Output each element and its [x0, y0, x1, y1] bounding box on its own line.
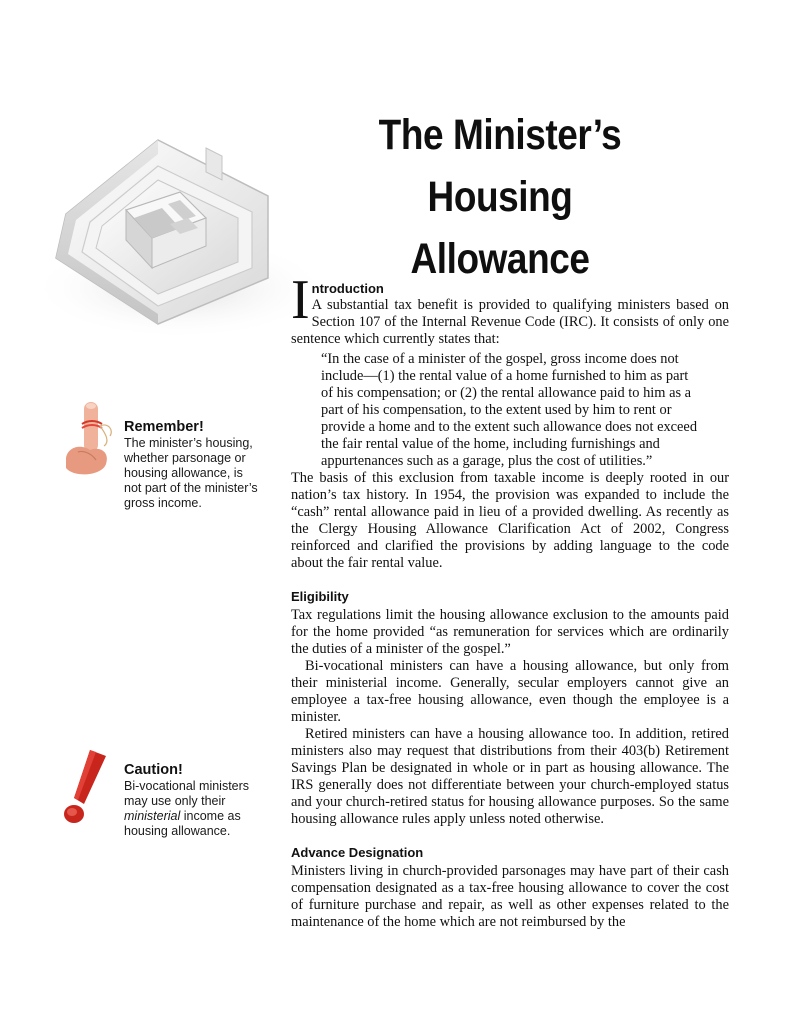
caution-line — [124, 809, 284, 824]
introduction-paragraph: A substantial tax benefit is provided to qualifying ministers based on Section 107 of the Internal Revenue Code (IRC). It consists of only one sentence which currently states that: — [291, 297, 729, 347]
introduction-heading: ntroduction — [311, 281, 384, 296]
page-title — [345, 104, 655, 290]
main-body — [291, 269, 729, 931]
remember-line: not part of the minister’s — [124, 481, 258, 495]
remember-heading: Remember! — [124, 419, 204, 435]
house-icon — [30, 118, 330, 343]
caution-line: Bi-vocational ministers — [124, 779, 250, 793]
eligibility-paragraph: Retired ministers can have a housing allowance too. In addition, retired ministers also may request that distributions from their 403(b) Retirement Savings Plan be designated in whole or in part as housing allowance. The IRS generally does not differentiate between your church-employed status and your church-retired status for housing allowance purposes. So the same housing allowance rules apply unless noted otherwise. — [291, 726, 729, 827]
title-line-1: The Minister’s — [378, 111, 622, 159]
irc-quote: “In the case of a minister of the gospel, gross income does not include—(1) the rental value of a home furnished to him as part of his compensation; or (2) the rental allowance paid to him as a part of his compensation, to the extent used by him to rent or provide a home and to the extent such allowance does not exceed the fair rental value of the home, including furnishings and appurtenances such as a garage, plus the cost of utilities.” — [321, 351, 698, 469]
drop-cap: I — [291, 269, 310, 331]
remember-line: gross income. — [124, 496, 202, 510]
exclamation-icon — [60, 748, 108, 826]
caution-note — [124, 762, 284, 839]
advance-designation-heading: Advance Designation — [291, 845, 424, 860]
caution-line: housing allowance. — [124, 824, 231, 838]
eligibility-paragraph: Bi-vocational ministers can have a housing allowance, but only from their ministerial income. Generally, secular employers cannot give an employee a tax-free housing allowance, even though the employee is a minister. — [291, 658, 729, 725]
advance-designation-paragraph: Ministers living in church-provided parsonages may have part of their cash compensation designated as a tax-free housing allowance to cover the cost of furniture purchase and repair, as well as other expenses related to the maintenance of the home which are not reimbursed by the — [291, 863, 729, 930]
finger-reminder-icon — [60, 400, 122, 478]
caution-heading: Caution! — [124, 762, 183, 778]
remember-line: housing allowance, is — [124, 466, 243, 480]
eligibility-heading: Eligibility — [291, 589, 349, 604]
remember-note — [124, 419, 284, 511]
caution-line: may use only their — [124, 794, 226, 808]
remember-line: The minister’s housing, — [124, 436, 253, 450]
caution-line-rest: income as — [180, 809, 241, 823]
title-line-2: Housing Allowance — [410, 173, 590, 283]
remember-line: whether parsonage or — [124, 451, 246, 465]
eligibility-paragraph: Tax regulations limit the housing allowance exclusion to the amounts paid for the home provided “as remuneration for services which are ordinarily the duties of a minister of the gospel.” — [291, 607, 729, 657]
introduction-paragraph: The basis of this exclusion from taxable income is deeply rooted in our nation’s tax history. In 1954, the provision was expanded to include the “cash” rental allowance paid in lieu of a provided dwelling. As recently as the Clergy Housing Allowance Clarification Act of 2002, Congress reinforced and clarified the provisions by adding language to the code about the fair rental value. — [291, 470, 729, 571]
caution-emphasis: ministerial — [124, 809, 181, 823]
